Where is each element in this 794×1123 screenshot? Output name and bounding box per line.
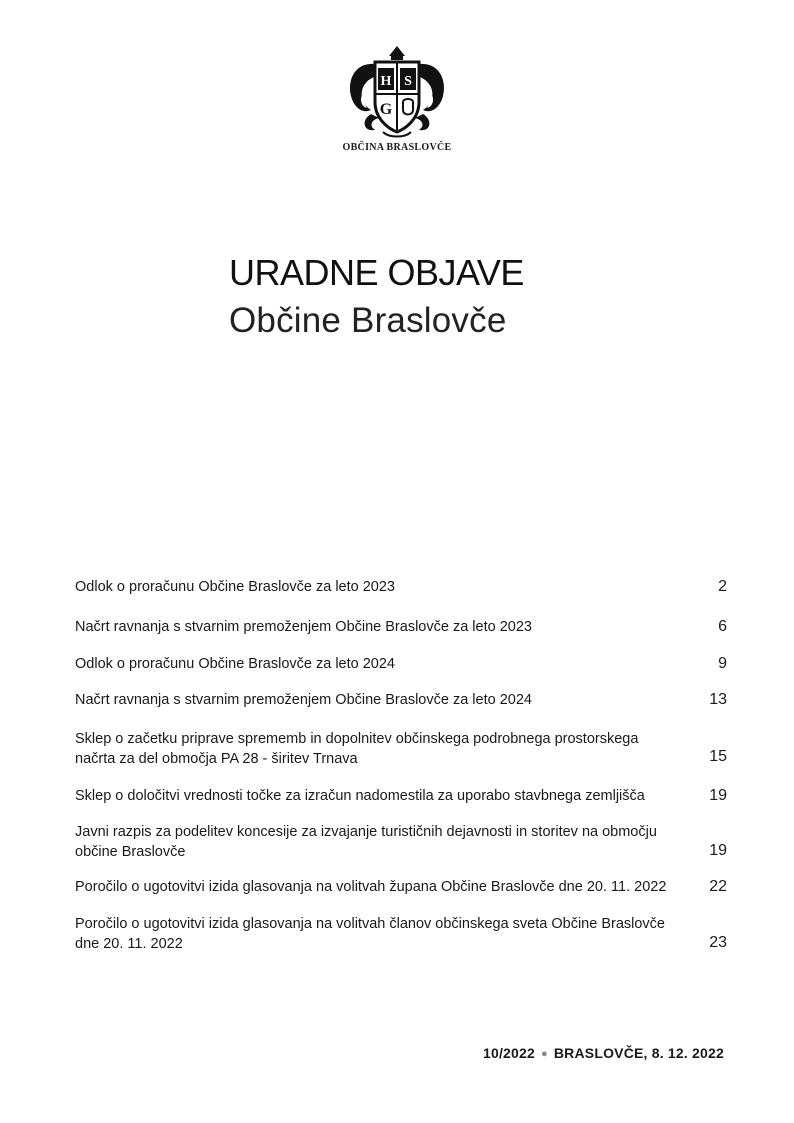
issue-number: 10/2022 [482,1045,535,1061]
issue-place-date: BRASLOVČE, 8. 12. 2022 [553,1045,724,1061]
municipality-caption: OBČINA BRASLOVČE [342,142,452,153]
toc-item-page: 13 [709,691,727,708]
toc-item-page: 19 [709,842,727,859]
crest-letter-h: H [380,74,392,89]
toc-item-page: 15 [709,748,727,765]
toc-item-page: 2 [718,578,727,595]
publication-subtitle: Občine Braslovče [229,301,507,340]
crest-letter-s: S [404,74,412,89]
bullet-separator-icon: ● [541,1048,548,1060]
toc-item-title: Načrt ravnanja s stvarnim premoženjem Občine Braslovče za leto 2023 [75,619,532,635]
issue-footer [483,1045,724,1061]
toc-item-title: Javni razpis za podelitev koncesije za izvajanje turističnih dejavnosti in storitev na območju občine Braslovče [75,824,657,860]
crest-letter-g: G [379,101,393,118]
toc-item-title: Poročilo o ugotovitvi izida glasovanja na volitvah članov občinskega sveta Občine Braslovče dne 20. 11. 2022 [75,916,665,952]
toc-item-title: Odlok o proračunu Občine Braslovče za leto 2024 [75,656,395,672]
toc-item-page: 22 [709,878,727,895]
toc-item-title: Sklep o določitvi vrednosti točke za izračun nadomestila za uporabo stavbnega zemljišča [75,788,645,804]
toc-item-page: 23 [709,934,727,951]
toc-item-title: Odlok o proračunu Občine Braslovče za leto 2023 [75,579,395,595]
toc-item-page: 9 [718,655,727,672]
toc-item-title: Sklep o začetku priprave sprememb in dopolnitev občinskega podrobnega prostorskega načrta za del območja PA 28 - širitev Trnava [75,731,639,767]
toc-item-title: Načrt ravnanja s stvarnim premoženjem Občine Braslovče za leto 2024 [75,692,532,708]
toc-item-title: Poročilo o ugotovitvi izida glasovanja na volitvah župana Občine Braslovče dne 20. 11. 2022 [75,879,667,895]
publication-title: URADNE OBJAVE [229,252,524,293]
coat-of-arms-logo [345,44,449,140]
toc-item-page: 19 [709,787,727,804]
toc-item-page: 6 [718,618,727,635]
